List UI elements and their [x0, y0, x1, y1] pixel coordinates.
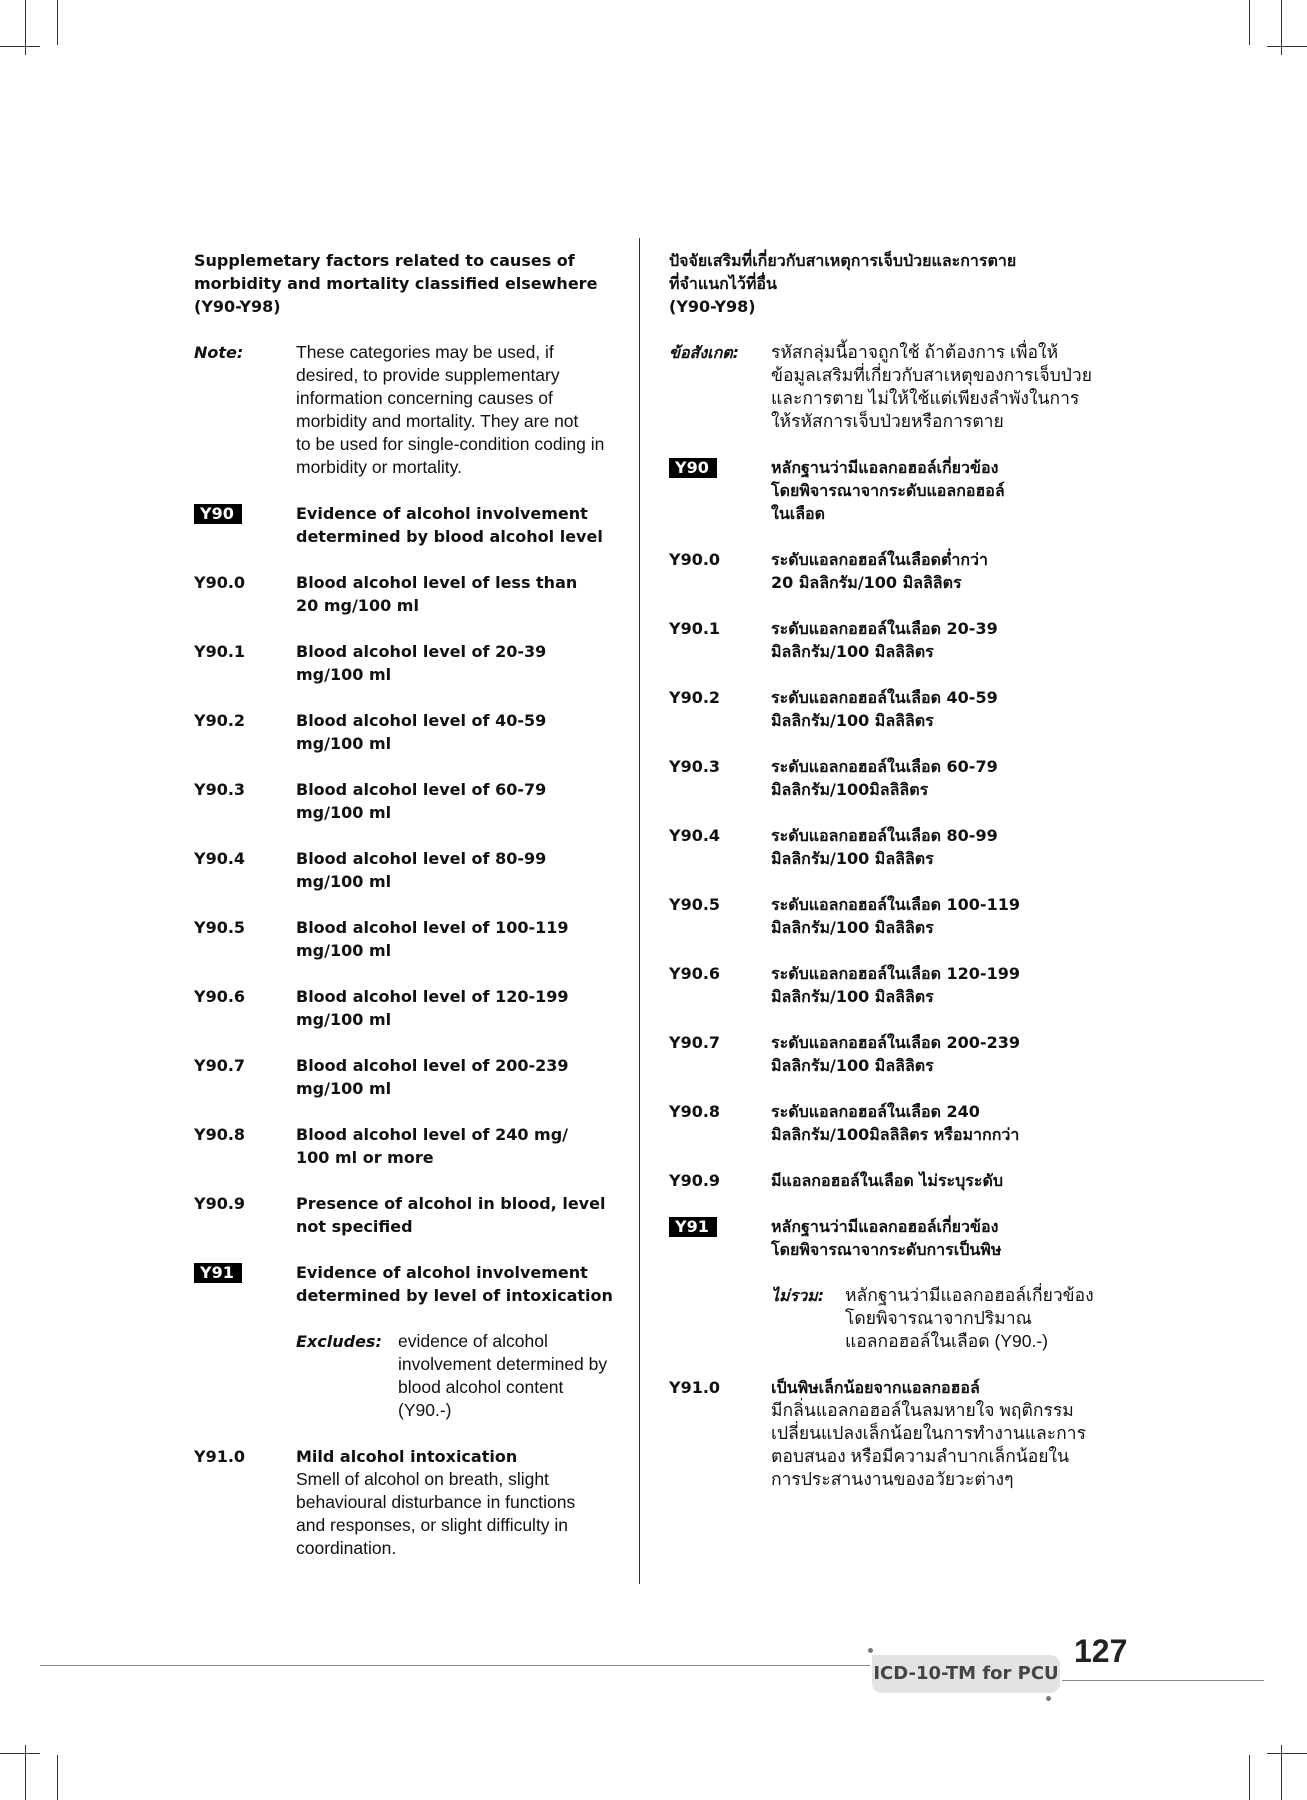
- crop-mark: [25, 0, 26, 55]
- entry-content: [771, 456, 1119, 525]
- category-code-badge: Y91: [669, 1217, 717, 1237]
- entry-content: [296, 847, 634, 893]
- entry-content: [771, 962, 1119, 1008]
- subcategory-code: Y90.0: [194, 573, 246, 592]
- code-cell: [669, 686, 771, 732]
- entry-title: ระดับแอลกอฮอล์ในเลือด 100-119 มิลลิกรัม/100 มิลลิลิตร: [771, 895, 1020, 937]
- crop-mark: [25, 1745, 26, 1800]
- code-cell: [669, 456, 771, 525]
- note-label: ข้อสังเกต:: [669, 343, 740, 362]
- subcategory-code: Y90.7: [194, 1056, 246, 1075]
- code-cell: [194, 571, 296, 617]
- code-cell: [669, 1215, 771, 1353]
- entry-content: [296, 709, 634, 755]
- entry-title: Blood alcohol level of 20-39 mg/100 ml: [296, 642, 547, 684]
- entry-title: ระดับแอลกอฮอล์ในเลือด 80-99 มิลลิกรัม/100 มิลลิลิตร: [771, 826, 998, 868]
- subcategory-code: Y91.0: [669, 1378, 721, 1397]
- code-entry: [669, 686, 1119, 732]
- entry-content: [771, 893, 1119, 939]
- entry-content: [771, 1100, 1119, 1146]
- entry-title: Blood alcohol level of 240 mg/ 100 ml or more: [296, 1125, 569, 1167]
- crop-mark: [1281, 0, 1282, 55]
- code-entry: [194, 1261, 634, 1422]
- crop-mark: [57, 0, 58, 45]
- entry-content: [771, 1215, 1119, 1353]
- entry-title: Presence of alcohol in blood, level not specified: [296, 1194, 606, 1236]
- entry-title: Blood alcohol level of less than 20 mg/100 ml: [296, 573, 578, 615]
- subcategory-code: Y91.0: [194, 1447, 246, 1466]
- code-cell: [669, 824, 771, 870]
- entry-content: [771, 617, 1119, 663]
- code-entry: [194, 571, 634, 617]
- excludes-block: [771, 1284, 1119, 1353]
- code-cell: [669, 617, 771, 663]
- excludes-label: ไม่รวม:: [771, 1286, 825, 1305]
- subcategory-code: Y90.5: [194, 918, 246, 937]
- entry-content: [296, 985, 634, 1031]
- entry-content: [771, 824, 1119, 870]
- code-cell: [669, 1031, 771, 1077]
- subcategory-code: Y90.6: [669, 964, 721, 983]
- code-entry: [194, 1445, 634, 1560]
- subcategory-code: Y90.3: [194, 780, 246, 799]
- excludes-text: หลักฐานว่ามีแอลกอฮอล์เกี่ยวข้อง โดยพิจารณาจากปริมาณ แอลกอฮอล์ในเลือด (Y90.-): [845, 1285, 1094, 1351]
- entry-title: Mild alcohol intoxication: [296, 1447, 518, 1466]
- entry-content: [296, 778, 634, 824]
- subcategory-code: Y90.9: [669, 1171, 721, 1190]
- entry-title: Blood alcohol level of 120-199 mg/100 ml: [296, 987, 569, 1029]
- entry-title: เป็นพิษเล็กน้อยจากแอลกอฮอล์: [771, 1378, 980, 1397]
- code-entry: [194, 640, 634, 686]
- code-cell: [194, 1054, 296, 1100]
- entry-title: ระดับแอลกอฮอล์ในเลือด 60-79 มิลลิกรัม/100มิลลิลิตร: [771, 757, 998, 799]
- entry-title: หลักฐานว่ามีแอลกอฮอล์เกี่ยวข้อง โดยพิจารณาจากระดับการเป็นพิษ: [771, 1217, 1002, 1259]
- excludes-label: Excludes:: [296, 1332, 382, 1351]
- entry-title: Evidence of alcohol involvement determined by level of intoxication: [296, 1263, 613, 1305]
- category-code-badge: Y90: [194, 504, 242, 524]
- code-entry: [194, 1054, 634, 1100]
- entry-title: ระดับแอลกอฮอล์ในเลือด 120-199 มิลลิกรัม/100 มิลลิลิตร: [771, 964, 1020, 1006]
- crop-mark: [1267, 1753, 1307, 1754]
- subcategory-code: Y90.4: [669, 826, 721, 845]
- subcategory-code: Y90.6: [194, 987, 246, 1006]
- entry-content: [296, 1445, 634, 1560]
- code-entry: [194, 985, 634, 1031]
- entry-title: ระดับแอลกอฮอล์ในเลือด 200-239 มิลลิกรัม/100 มิลลิลิตร: [771, 1033, 1020, 1075]
- subcategory-code: Y90.2: [194, 711, 246, 730]
- crop-mark: [1267, 46, 1307, 47]
- entry-title: Blood alcohol level of 80-99 mg/100 ml: [296, 849, 547, 891]
- entry-title: หลักฐานว่ามีแอลกอฮอล์เกี่ยวข้อง โดยพิจารณาจากระดับแอลกอฮอล์ ในเลือด: [771, 458, 1005, 523]
- code-entry: [669, 1031, 1119, 1077]
- code-cell: [669, 755, 771, 801]
- crop-mark: [1281, 1745, 1282, 1800]
- excludes-block: [296, 1330, 634, 1422]
- note-block: [194, 341, 634, 479]
- note-text: รหัสกลุ่มนี้อาจถูกใช้ ถ้าต้องการ เพื่อให้ ข้อมูลเสริมที่เกี่ยวกับสาเหตุของการเจ็บป่วย และการตาย ไม่ให้ใช้แต่เพียงลำพังในการ ให้รหัสการเจ็บป่วยหรือการตาย: [771, 342, 1092, 431]
- code-entry: [669, 824, 1119, 870]
- code-entry: [669, 1215, 1119, 1353]
- entry-description: มีกลิ่นแอลกอฮอล์ในลมหายใจ พฤติกรรม เปลี่ยนแปลงเล็กน้อยในการทำงานและการ ตอบสนอง หรือมีความลำบากเล็กน้อยใน การประสานงานของอวัยวะต่างๆ: [771, 1400, 1086, 1489]
- page-number: 127: [1074, 1633, 1128, 1669]
- footer-rule-left: [40, 1665, 870, 1666]
- section-title: ปัจจัยเสริมที่เกี่ยวกับสาเหตุการเจ็บป่วยและการตาย ที่จำแนกไว้ที่อื่น (Y90-Y98): [669, 251, 1017, 316]
- subcategory-code: Y90.3: [669, 757, 721, 776]
- subcategory-code: Y90.9: [194, 1194, 246, 1213]
- code-cell: [669, 1100, 771, 1146]
- code-entry: [669, 1376, 1119, 1491]
- code-entry: [194, 1192, 634, 1238]
- code-cell: [194, 1261, 296, 1422]
- code-cell: [669, 1169, 771, 1192]
- code-entry: [669, 1100, 1119, 1146]
- code-entry: [669, 893, 1119, 939]
- code-cell: [194, 1123, 296, 1169]
- excludes-text: evidence of alcohol involvement determined by blood alcohol content (Y90.-): [398, 1331, 608, 1420]
- crop-mark: [57, 1755, 58, 1800]
- entry-title: มีแอลกอฮอล์ในเลือด ไม่ระบุระดับ: [771, 1171, 1004, 1190]
- entry-content: [771, 1169, 1119, 1192]
- code-entry: [194, 502, 634, 548]
- english-column: [194, 238, 634, 1583]
- entry-content: [296, 1054, 634, 1100]
- crop-mark: [0, 46, 40, 47]
- entry-content: [296, 640, 634, 686]
- code-entry: [194, 1123, 634, 1169]
- entry-title: ระดับแอลกอฮอล์ในเลือด 240 มิลลิกรัม/100มิลลิลิตร หรือมากกว่า: [771, 1102, 1020, 1144]
- subcategory-code: Y90.1: [669, 619, 721, 638]
- code-entry: [194, 709, 634, 755]
- footer-dot-icon: [1046, 1696, 1051, 1701]
- entry-content: [771, 548, 1119, 594]
- entry-content: [771, 1031, 1119, 1077]
- entry-content: [771, 755, 1119, 801]
- subcategory-code: Y90.8: [669, 1102, 721, 1121]
- entry-content: [771, 686, 1119, 732]
- crop-mark: [0, 1753, 40, 1754]
- column-divider: [639, 238, 640, 1584]
- code-entry: [669, 456, 1119, 525]
- book-label-badge: ICD-10-TM for PCU: [872, 1655, 1060, 1693]
- entry-title: ระดับแอลกอฮอล์ในเลือด 20-39 มิลลิกรัม/100 มิลลิลิตร: [771, 619, 998, 661]
- code-cell: [669, 548, 771, 594]
- subcategory-code: Y90.0: [669, 550, 721, 569]
- code-entry: [194, 916, 634, 962]
- code-cell: [194, 640, 296, 686]
- thai-column: [669, 238, 1119, 1514]
- footer-dot-icon: [868, 1648, 873, 1653]
- entry-content: [296, 916, 634, 962]
- entry-title: Blood alcohol level of 100-119 mg/100 ml: [296, 918, 569, 960]
- crop-mark: [1249, 1755, 1250, 1800]
- subcategory-code: Y90.1: [194, 642, 246, 661]
- entry-title: Blood alcohol level of 40-59 mg/100 ml: [296, 711, 547, 753]
- code-entry: [669, 548, 1119, 594]
- subcategory-code: Y90.4: [194, 849, 246, 868]
- code-entry: [194, 847, 634, 893]
- code-cell: [194, 502, 296, 548]
- category-code-badge: Y90: [669, 458, 717, 478]
- code-cell: [194, 916, 296, 962]
- footer-rule-right: [1062, 1680, 1264, 1681]
- code-cell: [194, 1445, 296, 1560]
- subcategory-code: Y90.8: [194, 1125, 246, 1144]
- code-entry: [669, 755, 1119, 801]
- code-cell: [194, 778, 296, 824]
- code-cell: [669, 962, 771, 1008]
- code-entry: [194, 778, 634, 824]
- entry-content: [296, 571, 634, 617]
- entry-content: [296, 1123, 634, 1169]
- note-label: Note:: [194, 343, 244, 362]
- subcategory-code: Y90.7: [669, 1033, 721, 1052]
- category-code-badge: Y91: [194, 1263, 242, 1283]
- entry-content: [771, 1376, 1119, 1491]
- entry-title: ระดับแอลกอฮอล์ในเลือดต่ำกว่า 20 มิลลิกรัม/100 มิลลิลิตร: [771, 550, 988, 592]
- subcategory-code: Y90.5: [669, 895, 721, 914]
- code-entry: [669, 1169, 1119, 1192]
- entry-title: Blood alcohol level of 60-79 mg/100 ml: [296, 780, 547, 822]
- code-cell: [194, 709, 296, 755]
- code-cell: [669, 893, 771, 939]
- entry-content: [296, 1192, 634, 1238]
- note-block: [669, 341, 1119, 433]
- code-cell: [669, 1376, 771, 1491]
- section-title: Supplemetary factors related to causes of morbidity and mortality classified elsewhere (Y90-Y98): [194, 251, 598, 316]
- note-text: These categories may be used, if desired, to provide supplementary information concerning causes of morbidity and mortality. They are not to be used for single-condition coding in morbidity or mortality.: [296, 342, 605, 477]
- code-cell: [194, 847, 296, 893]
- crop-mark: [1249, 0, 1250, 45]
- code-entry: [669, 617, 1119, 663]
- subcategory-code: Y90.2: [669, 688, 721, 707]
- entry-content: [296, 1261, 634, 1422]
- entry-description: Smell of alcohol on breath, slight behavioural disturbance in functions and responses, or slight difficulty in coordination.: [296, 1469, 576, 1558]
- code-entry: [669, 962, 1119, 1008]
- entry-content: [296, 502, 634, 548]
- code-cell: [194, 985, 296, 1031]
- entry-title: Evidence of alcohol involvement determined by blood alcohol level: [296, 504, 603, 546]
- entry-title: ระดับแอลกอฮอล์ในเลือด 40-59 มิลลิกรัม/100 มิลลิลิตร: [771, 688, 998, 730]
- entry-title: Blood alcohol level of 200-239 mg/100 ml: [296, 1056, 569, 1098]
- code-cell: [194, 1192, 296, 1238]
